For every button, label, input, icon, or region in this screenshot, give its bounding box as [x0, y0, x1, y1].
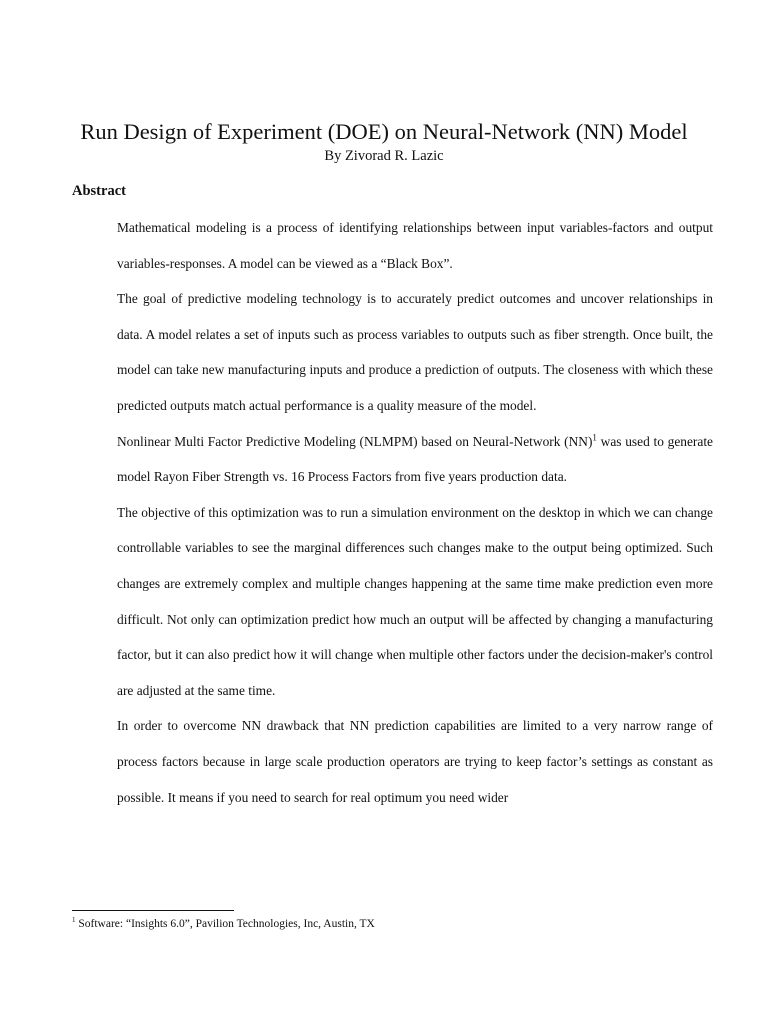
paragraph-3-text: Nonlinear Multi Factor Predictive Modeling (NLMPM) based on Neural-Network (NN)	[117, 433, 593, 449]
paragraph-3	[117, 424, 713, 495]
paragraph-4: The objective of this optimization was to run a simulation environment on the desktop in which we can change controllable variables to see the marginal differences such changes make to the output being optimized. Such changes are extremely complex and multiple changes happening at the same time make prediction even more difficult. Not only can optimization predict how much an output will be affected by changing a manufacturing factor, but it can also predict how it will change when multiple other factors under the decision-maker's control are adjusted at the same time.	[117, 504, 713, 698]
footnote	[72, 917, 375, 931]
footnote-text: Software: “Insights 6.0”, Pavilion Technologies, Inc, Austin, TX	[75, 918, 375, 930]
footnote-marker: 1	[72, 916, 76, 925]
footnote-reference-marker: 1	[592, 432, 597, 443]
paragraph-3-text-continued: was used to generate model Rayon Fiber Strength vs. 16 Process Factors from five years production data.	[117, 433, 713, 485]
footnote-separator	[72, 910, 234, 911]
abstract-heading: Abstract	[72, 183, 126, 199]
paragraph-1: Mathematical modeling is a process of identifying relationships between input variables-factors and output variables-responses. A model can be viewed as a “Black Box”.	[117, 220, 713, 271]
abstract-body	[117, 210, 713, 815]
paragraph-5: In order to overcome NN drawback that NN prediction capabilities are limited to a very narrow range of process factors because in large scale production operators are trying to keep factor’s settings as constant as possible. It means if you need to search for real optimum you need wider	[117, 718, 713, 805]
paragraph-2: The goal of predictive modeling technology is to accurately predict outcomes and uncover relationships in data. A model relates a set of inputs such as process variables to outputs such as fiber strength. Once built, the model can take new manufacturing inputs and produce a prediction of outputs. The closeness with which these predicted outputs match actual performance is a quality measure of the model.	[117, 291, 713, 413]
author-byline: By Zivorad R. Lazic	[324, 148, 444, 164]
document-title: Run Design of Experiment (DOE) on Neural-Network (NN) Model	[80, 119, 688, 144]
